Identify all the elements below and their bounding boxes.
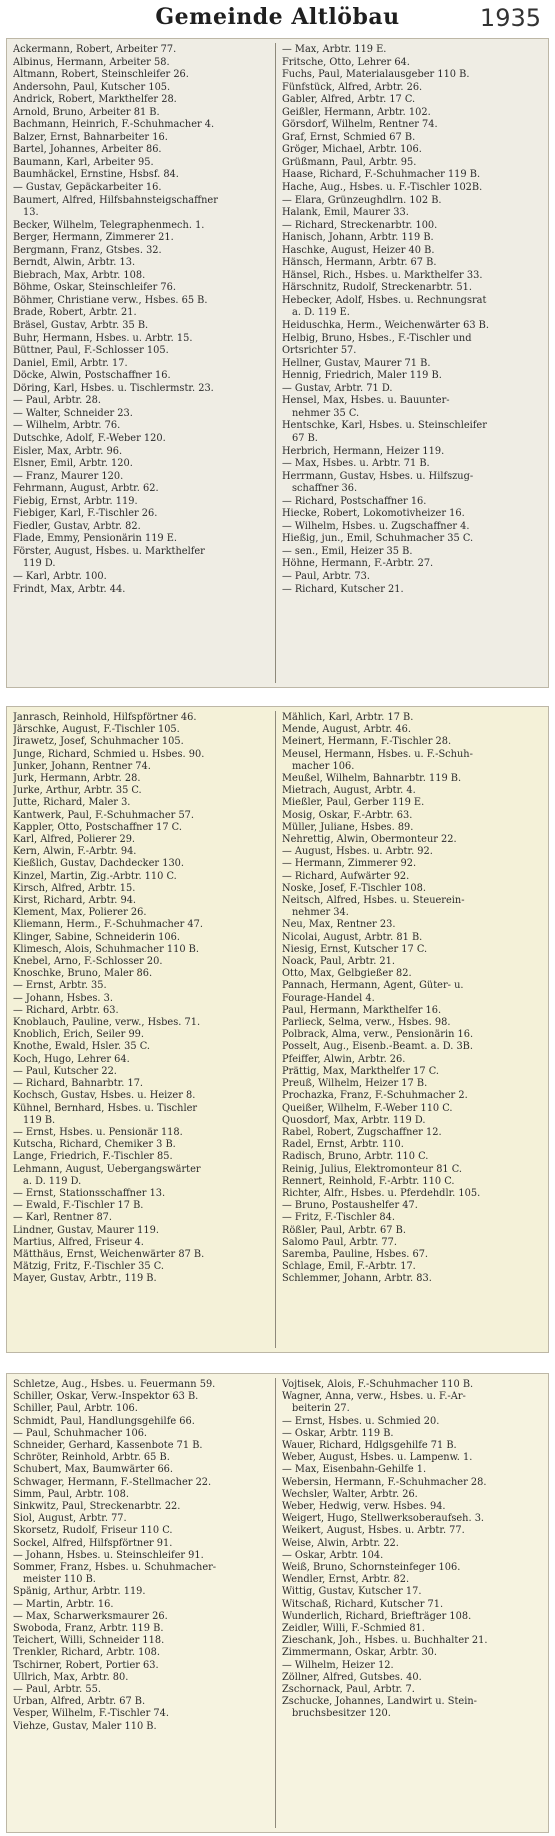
directory-entry: Radisch, Bruno, Arbtr. 110 C.: [282, 1151, 429, 1163]
directory-entry: — Fritz, F.-Tischler 84.: [282, 1212, 395, 1224]
directory-entry: Zöllner, Alfred, Gutsbes. 40.: [282, 1671, 422, 1683]
directory-entry: Knoblich, Erich, Seiler 99.: [13, 1029, 145, 1041]
directory-entry: Geißler, Hermann, Arbtr. 102.: [282, 106, 431, 118]
directory-entry: Büttner, Paul, F.-Schlosser 105.: [13, 345, 169, 357]
directory-entry: — Paul, Arbtr. 73.: [282, 570, 370, 582]
directory-entry: Weiß, Bruno, Schornsteinfeger 106.: [282, 1562, 461, 1574]
directory-entry: Klimesch, Alois, Schuhmacher 110 B.: [13, 943, 199, 955]
directory-entry: Wagner, Anna, verw., Hsbes. u. F.-Ar-: [282, 1391, 466, 1403]
directory-entry: Rößler, Paul, Arbtr. 67 B.: [282, 1224, 406, 1236]
directory-entry: Trenkler, Richard, Arbtr. 108.: [13, 1647, 160, 1659]
directory-entry: Helbig, Bruno, Hsbes., F.-Tischler und: [282, 332, 472, 344]
directory-entry: Herbrich, Hermann, Heizer 119.: [282, 445, 445, 457]
directory-entry: Balzer, Ernst, Bahnarbeiter 16.: [13, 131, 168, 143]
directory-entry: Zschucke, Johannes, Landwirt u. Stein-: [282, 1696, 477, 1708]
directory-entry: Kochsch, Gustav, Hsbes. u. Heizer 8.: [13, 1090, 196, 1102]
directory-entry: — Ernst, Hsbes. u. Pensionär 118.: [13, 1126, 183, 1138]
directory-entry: Schiller, Paul, Arbtr. 106.: [13, 1403, 138, 1415]
column-divider: [275, 1378, 276, 1828]
directory-entry: Wauer, Richard, Hdlgsgehilfe 71 B.: [282, 1440, 457, 1452]
directory-entry: — Johann, Hsbes. 3.: [13, 992, 113, 1004]
directory-entry: Schubert, Max, Baumwärter 66.: [13, 1464, 174, 1476]
directory-entry: Lange, Friedrich, F.-Tischler 85.: [13, 1151, 173, 1163]
directory-entry: Siol, August, Arbtr. 77.: [13, 1513, 127, 1525]
directory-entry: Jurke, Arthur, Arbtr. 35 C.: [13, 785, 142, 797]
directory-entry: Knoblauch, Pauline, verw., Hsbes. 71.: [13, 1017, 201, 1029]
directory-entry: Niesig, Ernst, Kutscher 17 C.: [282, 943, 428, 955]
directory-entry: Härschnitz, Rudolf, Streckenarbtr. 51.: [282, 282, 472, 294]
directory-entry: Urban, Alfred, Arbtr. 67 B.: [13, 1696, 146, 1708]
directory-entry: Eisler, Max, Arbtr. 96.: [13, 445, 123, 457]
directory-entry: Schröter, Reinhold, Arbtr. 65 B.: [13, 1452, 170, 1464]
directory-entry: Ortsrichter 57.: [282, 345, 357, 357]
directory-entry: Salomo Paul, Arbtr. 77.: [282, 1236, 397, 1248]
directory-entry: Haase, Richard, F.-Schuhmacher 119 B.: [282, 169, 481, 181]
directory-entry: Müller, Juliane, Hsbes. 89.: [282, 821, 414, 833]
directory-entry: Knoschke, Bruno, Maler 86.: [13, 968, 153, 980]
directory-entry: Weikert, August, Hsbes. u. Arbtr. 77.: [282, 1525, 465, 1537]
directory-entry: Fuchs, Paul, Materialausgeber 110 B.: [282, 69, 470, 81]
directory-entry: Kantwerk, Paul, F.-Schuhmacher 57.: [13, 809, 195, 821]
directory-entry: Wendler, Ernst, Arbtr. 82.: [282, 1574, 410, 1586]
directory-entry: — Martin, Arbtr. 16.: [13, 1598, 114, 1610]
directory-entry: Dutschke, Adolf, F.-Weber 120.: [13, 432, 166, 444]
directory-entry: Albinus, Hermann, Arbeiter 58.: [13, 56, 170, 68]
directory-entry: — Walter, Schneider 23.: [13, 407, 133, 419]
directory-entry: Becker, Wilhelm, Telegraphenmech. 1.: [13, 219, 205, 231]
directory-entry: Döcke, Alwin, Postschaffner 16.: [13, 370, 171, 382]
directory-entry: Graf, Ernst, Schmied 67 B.: [282, 131, 416, 143]
directory-entry: a. D. 119 D.: [23, 1175, 82, 1187]
directory-entry: Daniel, Emil, Arbtr. 17.: [13, 357, 128, 369]
directory-entry: Mätthäus, Ernst, Weichenwärter 87 B.: [13, 1248, 205, 1260]
directory-entry: — Oskar, Arbtr. 119 B.: [282, 1427, 394, 1439]
directory-entry: Nicolai, August, Arbtr. 81 B.: [282, 931, 423, 943]
directory-entry: nehmer 34.: [292, 907, 349, 919]
directory-entry: — Franz, Maurer 120.: [13, 470, 124, 482]
directory-entry: Meusel, Hermann, Hsbes. u. F.-Schuh-: [282, 748, 473, 760]
directory-entry: Lindner, Gustav, Maurer 119.: [13, 1224, 159, 1236]
directory-entry: Spänig, Arthur, Arbtr. 119.: [13, 1586, 146, 1598]
directory-entry: Schiller, Oskar, Verw.-Inspektor 63 B.: [13, 1391, 199, 1403]
directory-entry: Järschke, August, F.-Tischler 105.: [13, 724, 180, 736]
directory-entry: Fiebig, Ernst, Arbtr. 119.: [13, 495, 138, 507]
directory-entry: Jutte, Richard, Maler 3.: [13, 797, 131, 809]
directory-entry: Baumann, Karl, Arbeiter 95.: [13, 156, 154, 168]
directory-entry: Höhne, Hermann, F.-Arbtr. 27.: [282, 558, 434, 570]
directory-entry: Schneider, Gerhard, Kassenbote 71 B.: [13, 1440, 203, 1452]
directory-entry: Kinzel, Martin, Zig.-Arbtr. 110 C.: [13, 870, 177, 882]
directory-entry: Frindt, Max, Arbtr. 44.: [13, 583, 126, 595]
directory-entry: macher 106.: [292, 760, 355, 772]
directory-entry: Hellner, Gustav, Maurer 71 B.: [282, 357, 431, 369]
directory-entry: Döring, Karl, Hsbes. u. Tischlermstr. 23.: [13, 382, 214, 394]
directory-entry: Hebecker, Adolf, Hsbes. u. Rechnungsrat: [282, 294, 487, 306]
column-divider: [275, 711, 276, 1348]
directory-entry: — Max, Scharwerksmaurer 26.: [13, 1610, 168, 1622]
directory-entry: Arnold, Bruno, Arbeiter 81 B.: [13, 106, 160, 118]
directory-entry: — Karl, Arbtr. 100.: [13, 570, 107, 582]
directory-entry: Elsner, Emil, Arbtr. 120.: [13, 458, 133, 470]
directory-entry: Kern, Alwin, F.-Arbtr. 94.: [13, 846, 137, 858]
left-column: [13, 712, 273, 1352]
directory-entry: Vesper, Wilhelm, F.-Tischler 74.: [13, 1708, 169, 1720]
directory-entry: Polbrack, Alma, verw., Pensionärin 16.: [282, 1029, 474, 1041]
directory-entry: Teichert, Willi, Schneider 118.: [13, 1635, 165, 1647]
directory-entry: Haschke, August, Heizer 40 B.: [282, 244, 435, 256]
directory-entry: — Paul, Kutscher 22.: [13, 1065, 117, 1077]
directory-entry: Rabel, Robert, Zugschaffner 12.: [282, 1126, 442, 1138]
directory-entry: Prochazka, Franz, F.-Schuhmacher 2.: [282, 1090, 468, 1102]
directory-entry: Viehze, Gustav, Maler 110 B.: [13, 1720, 157, 1732]
directory-entry: Gabler, Alfred, Arbtr. 17 C.: [282, 94, 416, 106]
directory-entry: Bergmann, Franz, Gtsbes. 32.: [13, 244, 162, 256]
directory-entry: Posselt, Aug., Eisenb.-Beamt. a. D. 3B.: [282, 1041, 474, 1053]
directory-entry: Janrasch, Reinhold, Hilfspförtner 46.: [13, 712, 197, 723]
directory-section-3: [6, 1373, 549, 1833]
directory-entry: Kliemann, Herm., F.-Schuhmacher 47.: [13, 919, 203, 931]
directory-entry: Radel, Ernst, Arbtr. 110.: [282, 1139, 404, 1151]
directory-entry: Richter, Alfr., Hsbes. u. Pferdehdlr. 105.: [282, 1187, 481, 1199]
directory-entry: — Richard, Aufwärter 92.: [282, 870, 410, 882]
directory-entry: Swoboda, Franz, Arbtr. 119 B.: [13, 1623, 164, 1635]
directory-entry: 67 B.: [292, 432, 318, 444]
directory-entry: — Max, Arbtr. 119 E.: [282, 44, 387, 55]
directory-entry: Heiduschka, Herm., Weichenwärter 63 B.: [282, 320, 489, 332]
directory-entry: — Gustav, Gepäckarbeiter 16.: [13, 182, 162, 194]
directory-entry: Baumert, Alfred, Hilfsbahnsteigschaffner: [13, 194, 218, 206]
directory-entry: Hänsch, Hermann, Arbtr. 67 B.: [282, 257, 437, 269]
directory-entry: — Ewald, F.-Tischler 17 B.: [13, 1200, 144, 1212]
directory-entry: — Richard, Streckenarbtr. 100.: [282, 219, 438, 231]
directory-entry: nehmer 35 C.: [292, 407, 360, 419]
directory-entry: — August, Hsbes. u. Arbtr. 92.: [282, 846, 433, 858]
directory-entry: Schlage, Emil, F.-Arbtr. 17.: [282, 1261, 416, 1273]
directory-entry: — Ernst, Stationsschaffner 13.: [13, 1187, 166, 1199]
directory-entry: — Richard, Postschaffner 16.: [282, 495, 427, 507]
directory-entry: Andersohn, Paul, Kutscher 105.: [13, 81, 171, 93]
directory-entry: Görsdorf, Wilhelm, Rentner 74.: [282, 119, 438, 131]
directory-entry: Berger, Hermann, Zimmerer 21.: [13, 232, 174, 244]
directory-entry: — Gustav, Arbtr. 71 D.: [282, 382, 393, 394]
page-title: Gemeinde Altlöbau: [155, 4, 400, 30]
directory-entry: Böhme, Oskar, Steinschleifer 76.: [13, 282, 176, 294]
directory-entry: Skorsetz, Rudolf, Friseur 110 C.: [13, 1525, 173, 1537]
directory-entry: Hensel, Max, Hsbes. u. Bauunter-: [282, 395, 450, 407]
directory-entry: Biebrach, Max, Arbtr. 108.: [13, 269, 146, 281]
directory-entry: Schletze, Aug., Hsbes. u. Feuermann 59.: [13, 1379, 216, 1390]
directory-entry: Fünfstück, Alfred, Arbtr. 26.: [282, 81, 423, 93]
directory-entry: Ullrich, Max, Arbtr. 80.: [13, 1671, 129, 1683]
directory-entry: Reinig, Julius, Elektromonteur 81 C.: [282, 1163, 463, 1175]
directory-entry: — Wilhelm, Hsbes. u. Zugschaffner 4.: [282, 520, 470, 532]
directory-entry: Wittig, Gustav, Kutscher 17.: [282, 1586, 422, 1598]
directory-entry: Fiebiger, Karl, F.-Tischler 26.: [13, 508, 158, 520]
directory-entry: Prättig, Max, Markthelfer 17 C.: [282, 1065, 439, 1077]
directory-entry: Förster, August, Hsbes. u. Markthelfer: [13, 545, 205, 557]
directory-entry: Klinger, Sabine, Schneiderin 106.: [13, 931, 180, 943]
directory-entry: Zimmermann, Oskar, Arbtr. 30.: [282, 1647, 438, 1659]
directory-entry: Zschornack, Paul, Arbtr. 7.: [282, 1684, 415, 1696]
directory-entry: Schlemmer, Johann, Arbtr. 83.: [282, 1273, 432, 1285]
directory-entry: Jurk, Hermann, Arbtr. 28.: [13, 773, 141, 785]
directory-entry: Meinert, Hermann, F.-Tischler 28.: [282, 736, 452, 748]
directory-entry: Grüßmann, Paul, Arbtr. 95.: [282, 156, 417, 168]
directory-entry: Flade, Emmy, Pensionärin 119 E.: [13, 533, 178, 545]
directory-entry: Neu, Max, Rentner 23.: [282, 919, 396, 931]
directory-entry: — Paul, Arbtr. 28.: [13, 395, 101, 407]
directory-entry: Sinkwitz, Paul, Streckenarbtr. 22.: [13, 1501, 181, 1513]
directory-entry: — Richard, Arbtr. 63.: [13, 1004, 119, 1016]
directory-entry: Kirst, Richard, Arbtr. 94.: [13, 895, 137, 907]
directory-entry: Simm, Paul, Arbtr. 108.: [13, 1488, 129, 1500]
directory-entry: Preuß, Wilhelm, Heizer 17 B.: [282, 1078, 428, 1090]
directory-entry: Jirawetz, Josef, Schuhmacher 105.: [13, 736, 184, 748]
directory-entry: Mießler, Paul, Gerber 119 E.: [282, 797, 425, 809]
directory-entry: — Hermann, Zimmerer 92.: [282, 858, 417, 870]
directory-entry: Altmann, Robert, Steinschleifer 26.: [13, 69, 189, 81]
directory-entry: — Ernst, Arbtr. 35.: [13, 980, 107, 992]
directory-entry: Knebel, Arno, F.-Schlosser 20.: [13, 956, 163, 968]
directory-entry: Wechsler, Walter, Arbtr. 26.: [282, 1488, 418, 1500]
directory-entry: — Wilhelm, Arbtr. 76.: [13, 420, 121, 432]
directory-entry: Nehrettig, Alwin, Obermonteur 22.: [282, 834, 457, 846]
directory-entry: Junge, Richard, Schmied u. Hsbes. 90.: [13, 748, 205, 760]
directory-entry: Weber, August, Hsbes. u. Lampenw. 1.: [282, 1452, 473, 1464]
directory-entry: Ackermann, Robert, Arbeiter 77.: [13, 44, 177, 55]
directory-entry: Wunderlich, Richard, Briefträger 108.: [282, 1610, 472, 1622]
directory-entry: bruchsbesitzer 120.: [292, 1708, 391, 1720]
directory-entry: Gröger, Michael, Arbtr. 106.: [282, 144, 422, 156]
directory-entry: Fritsche, Otto, Lehrer 64.: [282, 56, 410, 68]
directory-entry: Zeidler, Willi, F.-Schmied 81.: [282, 1623, 425, 1635]
directory-entry: — Johann, Hsbes. u. Steinschleifer 91.: [13, 1549, 204, 1561]
directory-entry: Neitsch, Alfred, Hsbes. u. Steuerein-: [282, 895, 465, 907]
year-label: 1935: [479, 4, 541, 32]
directory-entry: Schwager, Hermann, F.-Stellmacher 22.: [13, 1476, 212, 1488]
directory-entry: Zieschank, Joh., Hsbes. u. Buchhalter 21.: [282, 1635, 488, 1647]
directory-entry: Baumhäckel, Ernstine, Hsbsf. 84.: [13, 169, 179, 181]
directory-entry: Bräsel, Gustav, Arbtr. 35 B.: [13, 320, 149, 332]
directory-entry: Webersin, Hermann, F.-Schuhmacher 28.: [282, 1476, 487, 1488]
directory-entry: Hießig, jun., Emil, Schuhmacher 35 C.: [282, 533, 474, 545]
directory-entry: Schmidt, Paul, Handlungsgehilfe 66.: [13, 1415, 195, 1427]
right-column: [282, 1379, 542, 1832]
directory-entry: beiterin 27.: [292, 1403, 350, 1415]
directory-entry: — Bruno, Postaushelfer 47.: [282, 1200, 418, 1212]
left-column: [13, 1379, 273, 1832]
directory-entry: Weigert, Hugo, Stellwerksoberaufseh. 3.: [282, 1513, 485, 1525]
directory-section-2: [6, 706, 549, 1353]
directory-entry: schaffner 36.: [292, 483, 358, 495]
directory-entry: Quosdorf, Max, Arbtr. 119 D.: [282, 1114, 426, 1126]
directory-entry: Rennert, Reinhold, F.-Arbtr. 110 C.: [282, 1175, 455, 1187]
directory-entry: 119 D.: [23, 558, 56, 570]
directory-entry: Kühnel, Bernhard, Hsbes. u. Tischler: [13, 1102, 198, 1114]
right-column: [282, 712, 542, 1352]
directory-entry: Weber, Hedwig, verw. Hsbes. 94.: [282, 1501, 446, 1513]
directory-entry: Vojtisek, Alois, F.-Schuhmacher 110 B.: [282, 1379, 474, 1390]
directory-entry: Weise, Alwin, Arbtr. 22.: [282, 1537, 399, 1549]
directory-entry: Buhr, Hermann, Hsbes. u. Arbtr. 15.: [13, 332, 193, 344]
directory-entry: Bachmann, Heinrich, F.-Schuhmacher 4.: [13, 119, 215, 131]
directory-entry: Parlieck, Selma, verw., Hsbes. 98.: [282, 1017, 451, 1029]
directory-entry: — Karl, Rentner 87.: [13, 1212, 113, 1224]
directory-entry: 13.: [23, 207, 39, 219]
directory-entry: — Oskar, Arbtr. 104.: [282, 1549, 384, 1561]
directory-entry: — Elara, Grünzeughdlrn. 102 B.: [282, 194, 442, 206]
directory-entry: — Paul, Arbtr. 55.: [13, 1684, 101, 1696]
directory-entry: — Ernst, Hsbes. u. Schmied 20.: [282, 1415, 440, 1427]
directory-entry: Halank, Emil, Maurer 33.: [282, 207, 409, 219]
directory-entry: Saremba, Pauline, Hsbes. 67.: [282, 1248, 429, 1260]
directory-entry: Mosig, Oskar, F.-Arbtr. 63.: [282, 809, 413, 821]
directory-entry: — sen., Emil, Heizer 35 B.: [282, 545, 413, 557]
directory-entry: Martius, Alfred, Friseur 4.: [13, 1236, 144, 1248]
directory-entry: — Max, Hsbes. u. Arbtr. 71 B.: [282, 458, 430, 470]
directory-entry: Fourage-Handel 4.: [282, 992, 375, 1004]
page-header: [10, 2, 545, 36]
directory-entry: — Richard, Kutscher 21.: [282, 583, 404, 595]
left-column: [13, 44, 273, 687]
directory-entry: Hänsel, Rich., Hsbes. u. Markthelfer 33.: [282, 269, 483, 281]
directory-entry: Knothe, Ewald, Hsler. 35 C.: [13, 1041, 150, 1053]
directory-entry: — Richard, Bahnarbtr. 17.: [13, 1078, 144, 1090]
directory-entry: Koch, Hugo, Lehrer 64.: [13, 1053, 130, 1065]
directory-entry: Herrmann, Gustav, Hsbes. u. Hilfszug-: [282, 470, 474, 482]
directory-entry: Mählich, Karl, Arbtr. 17 B.: [282, 712, 414, 723]
directory-section-1: [6, 38, 549, 688]
directory-entry: Noack, Paul, Arbtr. 21.: [282, 956, 396, 968]
directory-entry: — Paul, Schuhmacher 106.: [13, 1427, 148, 1439]
directory-entry: Sommer, Franz, Hsbes. u. Schuhmacher-: [13, 1562, 217, 1574]
directory-entry: Junker, Johann, Rentner 74.: [13, 760, 151, 772]
directory-entry: Mayer, Gustav, Arbtr., 119 B.: [13, 1273, 157, 1285]
directory-entry: Sockel, Alfred, Hilfspförtner 91.: [13, 1537, 173, 1549]
column-divider: [275, 43, 276, 683]
directory-entry: Kutscha, Richard, Chemiker 3 B.: [13, 1139, 176, 1151]
directory-entry: Mätzig, Fritz, F.-Tischler 35 C.: [13, 1261, 164, 1273]
directory-entry: 119 B.: [23, 1114, 56, 1126]
directory-entry: Tschirner, Robert, Portier 63.: [13, 1659, 159, 1671]
directory-entry: Andrick, Robert, Markthelfer 28.: [13, 94, 177, 106]
directory-entry: Fiedler, Gustav, Arbtr. 82.: [13, 520, 141, 532]
directory-entry: Kappler, Otto, Postschaffner 17 C.: [13, 821, 182, 833]
directory-entry: — Max, Eisenbahn-Gehilfe 1.: [282, 1464, 427, 1476]
directory-entry: Karl, Alfred, Polierer 29.: [13, 834, 136, 846]
directory-entry: Klement, Max, Polierer 26.: [13, 907, 147, 919]
directory-entry: Hiecke, Robert, Lokomotivheizer 16.: [282, 508, 465, 520]
directory-entry: Kießlich, Gustav, Dachdecker 130.: [13, 858, 185, 870]
directory-entry: Paul, Hermann, Markthelfer 16.: [282, 1004, 442, 1016]
directory-entry: Hanisch, Johann, Arbtr. 119 B.: [282, 232, 434, 244]
directory-entry: Otto, Max, Gelbgießer 82.: [282, 968, 412, 980]
directory-entry: Mietrach, August, Arbtr. 4.: [282, 785, 416, 797]
directory-entry: Witschaß, Richard, Kutscher 71.: [282, 1598, 444, 1610]
directory-entry: Hentschke, Karl, Hsbes. u. Steinschleifer: [282, 420, 487, 432]
directory-entry: Brade, Robert, Arbtr. 21.: [13, 307, 137, 319]
directory-entry: a. D. 119 E.: [292, 307, 350, 319]
directory-entry: Mende, August, Arbtr. 46.: [282, 724, 411, 736]
directory-entry: Meußel, Wilhelm, Bahnarbtr. 119 B.: [282, 773, 462, 785]
directory-entry: Bartel, Johannes, Arbeiter 86.: [13, 144, 162, 156]
directory-entry: Lehmann, August, Uebergangswärter: [13, 1163, 201, 1175]
directory-entry: Berndt, Alwin, Arbtr. 13.: [13, 257, 136, 269]
directory-entry: Hache, Aug., Hsbes. u. F.-Tischler 102B.: [282, 182, 483, 194]
directory-entry: Noske, Josef, F.-Tischler 108.: [282, 882, 426, 894]
directory-entry: Fehrmann, August, Arbtr. 62.: [13, 483, 159, 495]
directory-entry: Queißer, Wilhelm, F.-Weber 110 C.: [282, 1102, 453, 1114]
directory-entry: Pfeiffer, Alwin, Arbtr. 26.: [282, 1053, 406, 1065]
directory-entry: — Wilhelm, Heizer 12.: [282, 1659, 394, 1671]
directory-entry: meister 110 B.: [23, 1574, 96, 1586]
right-column: [282, 44, 542, 687]
directory-entry: Böhmer, Christiane verw., Hsbes. 65 B.: [13, 294, 208, 306]
directory-entry: Kirsch, Alfred, Arbtr. 15.: [13, 882, 136, 894]
directory-entry: Hennig, Friedrich, Maler 119 B.: [282, 370, 442, 382]
directory-entry: Pannach, Hermann, Agent, Güter- u.: [282, 980, 464, 992]
